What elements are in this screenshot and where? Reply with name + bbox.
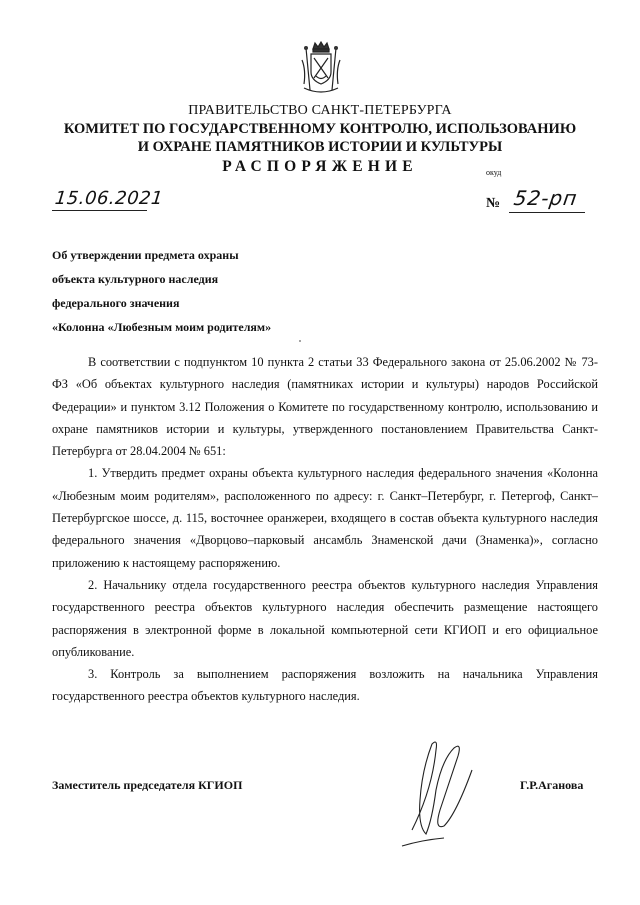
document-body [52,351,598,708]
okud-label: окуд [486,168,502,177]
item-3-paragraph: 3. Контроль за выполнением распоряжения возложить на начальника Управления государственного реестра объектов культурного наследия. [52,667,598,704]
subject-line-2: объекта культурного наследия [52,272,219,286]
number-sign: № [486,196,501,211]
handwritten-signature [392,730,482,850]
date-underline [52,210,147,211]
item-2-paragraph: 2. Начальнику отдела государственного реестра объектов культурного наследия Управления государственного реестра объектов культурного наследия обеспечить размещение настоящего распоряжения в электронной форме в локальной компьютерной сети КГИОП и его официальное опубликование. [52,577,598,659]
committee-name-line2: И ОХРАНЕ ПАМЯТНИКОВ ИСТОРИИ И КУЛЬТУРЫ [137,139,503,155]
signatory-role: Заместитель председателя КГИОП [52,778,243,792]
signatory-name: Г.Р.Аганова [520,778,584,792]
document-date: 15.06.2021 [53,188,165,209]
subject-line-4: «Колонна «Любезным моим родителям» [52,320,272,334]
subject-line-1: Об утверждении предмета охраны [52,248,239,262]
scan-speck [299,340,301,342]
document-number: 52-рп [512,186,580,210]
coat-of-arms-icon [298,40,344,96]
item-1-paragraph: 1. Утвердить предмет охраны объекта культурного наследия федерального значения «Колонна «Любезным моим родителям», расположенного по адресу: г. Санкт–Петербург, г. Петергоф, Санкт–Петербургское шоссе, д. 115, восточнее оранжереи, входящего в состав объекта культурного наследия федерального значения «Дворцово–парковый ансамбль Знаменской дачи (Знаменка)», согласно приложению к настоящему распоряжению. [52,466,598,570]
subject-line-3: федерального значения [52,296,180,310]
government-title: ПРАВИТЕЛЬСТВО САНКТ-ПЕТЕРБУРГА [188,103,452,118]
number-underline [509,212,585,213]
document-type: РАСПОРЯЖЕНИЕ [222,158,418,175]
preamble-paragraph: В соответствии с подпунктом 10 пункта 2 статьи 33 Федерального закона от 25.06.2002 № 73-ФЗ «Об объектах культурного наследия (памятниках истории и культуры) народов Российской Федерации» и пунктом 3.12 Положения о Комитете по государственному контролю, использованию и охране памятников истории и культуры, утвержденного постановлением Правительства Санкт-Петербурга от 28.04.2004 № 651: [52,355,598,459]
committee-name-line1: КОМИТЕТ ПО ГОСУДАРСТВЕННОМУ КОНТРОЛЮ, ИСПОЛЬЗОВАНИЮ [63,121,577,137]
